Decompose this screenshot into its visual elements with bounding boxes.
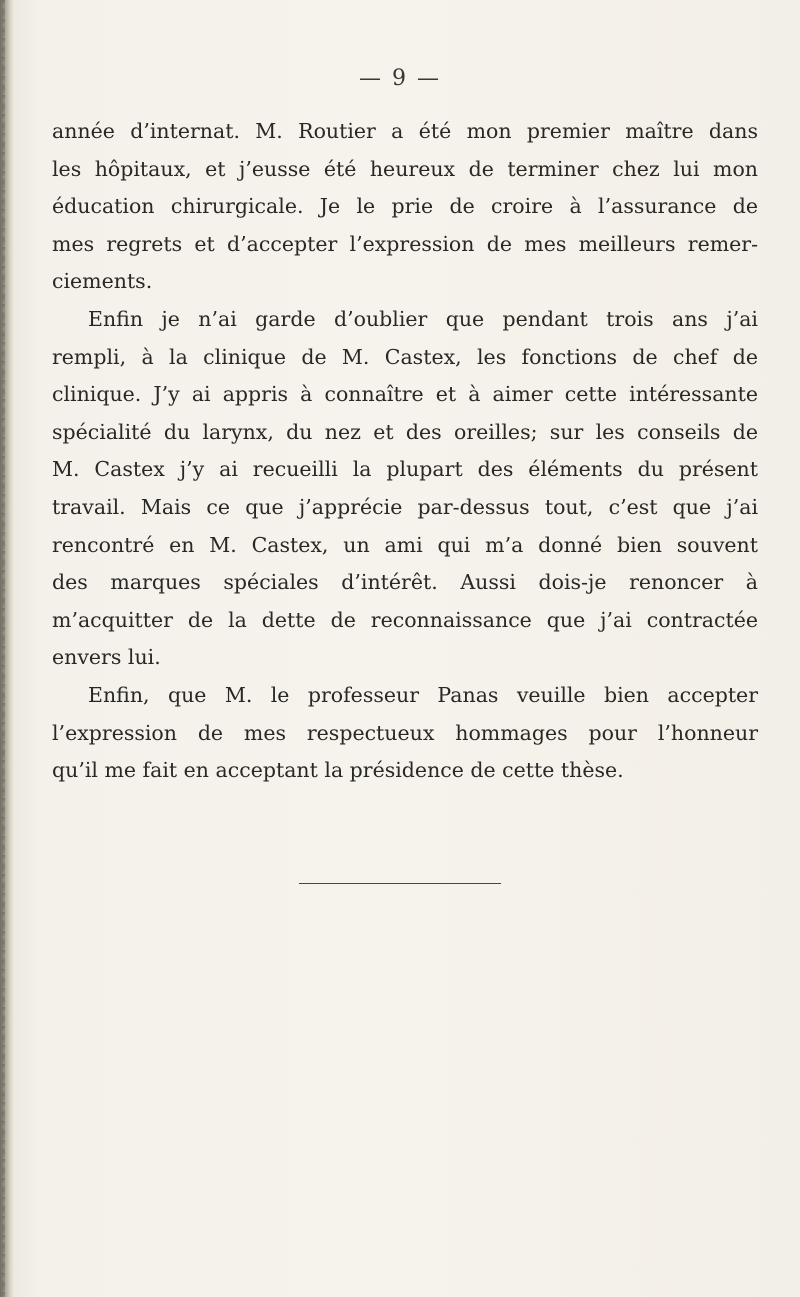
text-line: ciements. [52,269,153,294]
binding-edge [0,0,14,1297]
text-line: année d’internat. M. Routier a été mon premier maître dans [52,119,758,143]
text-line: Enfin je n’ai garde d’oublier que pendant trois ans j’ai [88,306,758,331]
body-text [52,113,758,790]
paragraph-1 [52,113,758,301]
page-number: — 9 — [359,66,441,91]
text-line: les hôpitaux, et j’eusse été heureux de terminer chez lui mon [52,156,758,181]
text-line: Enfin, que M. le professeur Panas veuille bien accepter [88,682,758,707]
text-line: l’expression de mes respectueux hommages pour l’honneur [52,720,758,745]
text-line: M. Castex j’y ai recueilli la plupart des éléments du présent [52,457,758,482]
text-line: éducation chirurgicale. Je le prie de croire à l’assurance de [52,194,758,219]
text-line: qu’il me fait en acceptant la présidence de cette thèse. [52,758,624,783]
text-line: spécialité du larynx, du nez et des oreilles; sur les conseils de [52,419,758,444]
paragraph-3 [52,677,758,790]
text-line: rencontré en M. Castex, un ami qui m’a donné bien souvent [52,532,758,557]
text-line: des marques spéciales d’intérêt. Aussi dois-je renoncer à [52,570,758,595]
text-line: travail. Mais ce que j’apprécie par-dessus tout, c’est que j’ai [52,494,758,519]
text-line: m’acquitter de la dette de reconnaissance que j’ai contractée [52,607,758,632]
paragraph-2 [52,301,758,677]
text-line: envers lui. [52,645,161,670]
text-line: clinique. J’y ai appris à connaître et à aimer cette intéressante [52,382,758,407]
section-divider [299,883,501,884]
text-line: mes regrets et d’accepter l’expression de mes meilleurs remer- [52,231,758,256]
text-line: rempli, à la clinique de M. Castex, les fonctions de chef de [52,344,758,369]
